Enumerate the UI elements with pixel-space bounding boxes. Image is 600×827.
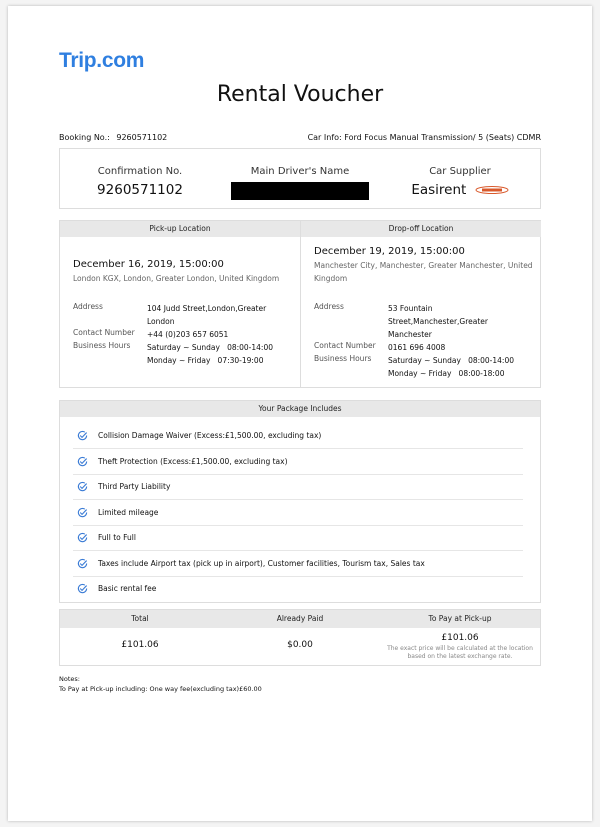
booking-label: Booking No.: [59, 133, 110, 142]
notes-label: Notes: [59, 675, 80, 683]
trip-com-logo: Trip.com [59, 49, 145, 72]
pickup-section [60, 221, 300, 387]
list-item [73, 500, 523, 526]
dropoff-hours-label: Business Hours [314, 354, 372, 363]
package-header: Your Package Includes [60, 401, 540, 417]
dropoff-address-label: Address [314, 302, 344, 311]
dropoff-section [300, 221, 541, 387]
total-value: £101.06 [121, 640, 159, 650]
check-circle-icon [77, 532, 88, 543]
booking-number [59, 133, 167, 142]
list-item [73, 551, 523, 577]
list-item [73, 525, 523, 551]
pickup-address-value: 104 Judd Street,London,Greater London [147, 304, 267, 326]
car-info: Car Info: Ford Focus Manual Transmission/ 5 (Seats) CDMR [307, 133, 541, 142]
pickup-hours-1: Saturday ~ Sunday 08:00-14:00 [147, 343, 273, 352]
confirmation-value: 9260571102 [97, 182, 183, 198]
package-item-text: Theft Protection (Excess:£1,500.00, excluding tax) [98, 456, 288, 466]
dropoff-header: Drop-off Location [301, 221, 541, 237]
list-item [73, 449, 523, 475]
check-circle-icon [77, 583, 88, 594]
dropoff-date: December 19, 2019, 15:00:00 [314, 246, 465, 257]
confirmation-box [59, 148, 541, 209]
locations-box [59, 220, 541, 388]
redacted-driver-name [231, 182, 369, 200]
topay-label: To Pay at Pick-up [428, 614, 492, 623]
driver-col [220, 149, 380, 208]
total-label: Total [131, 614, 149, 623]
supplier-col [380, 149, 540, 208]
paid-label: Already Paid [276, 614, 324, 623]
dropoff-location: Manchester City, Manchester, Greater Manchester, United Kingdom [314, 261, 533, 283]
voucher-page [8, 6, 592, 821]
pickup-location: London KGX, London, Greater London, United Kingdom [73, 274, 280, 283]
supplier-label: Car Supplier [429, 166, 491, 177]
pickup-header: Pick-up Location [60, 221, 300, 237]
booking-value: 9260571102 [116, 133, 168, 142]
topay-value: £101.06 [441, 633, 479, 643]
total-col [60, 628, 220, 667]
check-circle-icon [77, 558, 88, 569]
totals-header [60, 610, 540, 628]
supplier-name: Easirent [411, 182, 467, 198]
list-item [73, 423, 523, 449]
paid-col [220, 628, 380, 667]
pickup-address-label: Address [73, 302, 103, 311]
package-item-text: Third Party Liability [98, 482, 171, 491]
dropoff-contact-label: Contact Number [314, 341, 376, 350]
supplier-value [380, 182, 540, 198]
pickup-hours-label: Business Hours [73, 341, 131, 350]
package-item-text: Limited mileage [98, 507, 159, 517]
notes [59, 674, 262, 694]
check-circle-icon [77, 456, 88, 467]
totals-box [59, 609, 541, 666]
package-item-text: Full to Full [98, 533, 136, 542]
package-item-text: Taxes include Airport tax (pick up in airport), Customer facilities, Tourism tax, Sales tax [98, 558, 425, 568]
dropoff-address-value: 53 Fountain Street,Manchester,Greater Manchester [388, 304, 488, 339]
paid-value: $0.00 [287, 640, 313, 650]
page-title: Rental Voucher [216, 82, 384, 107]
topay-note: The exact price will be calculated at the location based on the latest exchange rate. [387, 645, 533, 660]
check-circle-icon [77, 481, 88, 492]
pickup-hours-2: Monday ~ Friday 07:30-19:00 [147, 356, 264, 365]
list-item [73, 474, 523, 500]
confirmation-col [60, 149, 220, 208]
driver-label: Main Driver's Name [250, 166, 350, 177]
package-item-text: Basic rental fee [98, 584, 157, 593]
topay-col [380, 628, 540, 667]
list-item [73, 576, 523, 601]
check-circle-icon [77, 507, 88, 518]
confirmation-label: Confirmation No. [97, 166, 183, 177]
package-item-text: Collision Damage Waiver (Excess:£1,500.00, excluding tax) [98, 431, 322, 440]
pickup-contact-label: Contact Number [73, 328, 135, 337]
dropoff-hours-2: Monday ~ Friday 08:00-18:00 [388, 369, 505, 378]
dropoff-hours-1: Saturday ~ Sunday 08:00-14:00 [388, 356, 514, 365]
dropoff-contact-value: 0161 696 4008 [388, 343, 446, 352]
pickup-date: December 16, 2019, 15:00:00 [73, 259, 224, 270]
check-circle-icon [77, 430, 88, 441]
pickup-contact-value: +44 (0)203 657 6051 [147, 330, 229, 339]
package-box [59, 400, 541, 603]
easirent-logo-icon [475, 185, 509, 195]
notes-text: To Pay at Pick-up including: One way fee(excluding tax)£60.00 [59, 685, 262, 693]
